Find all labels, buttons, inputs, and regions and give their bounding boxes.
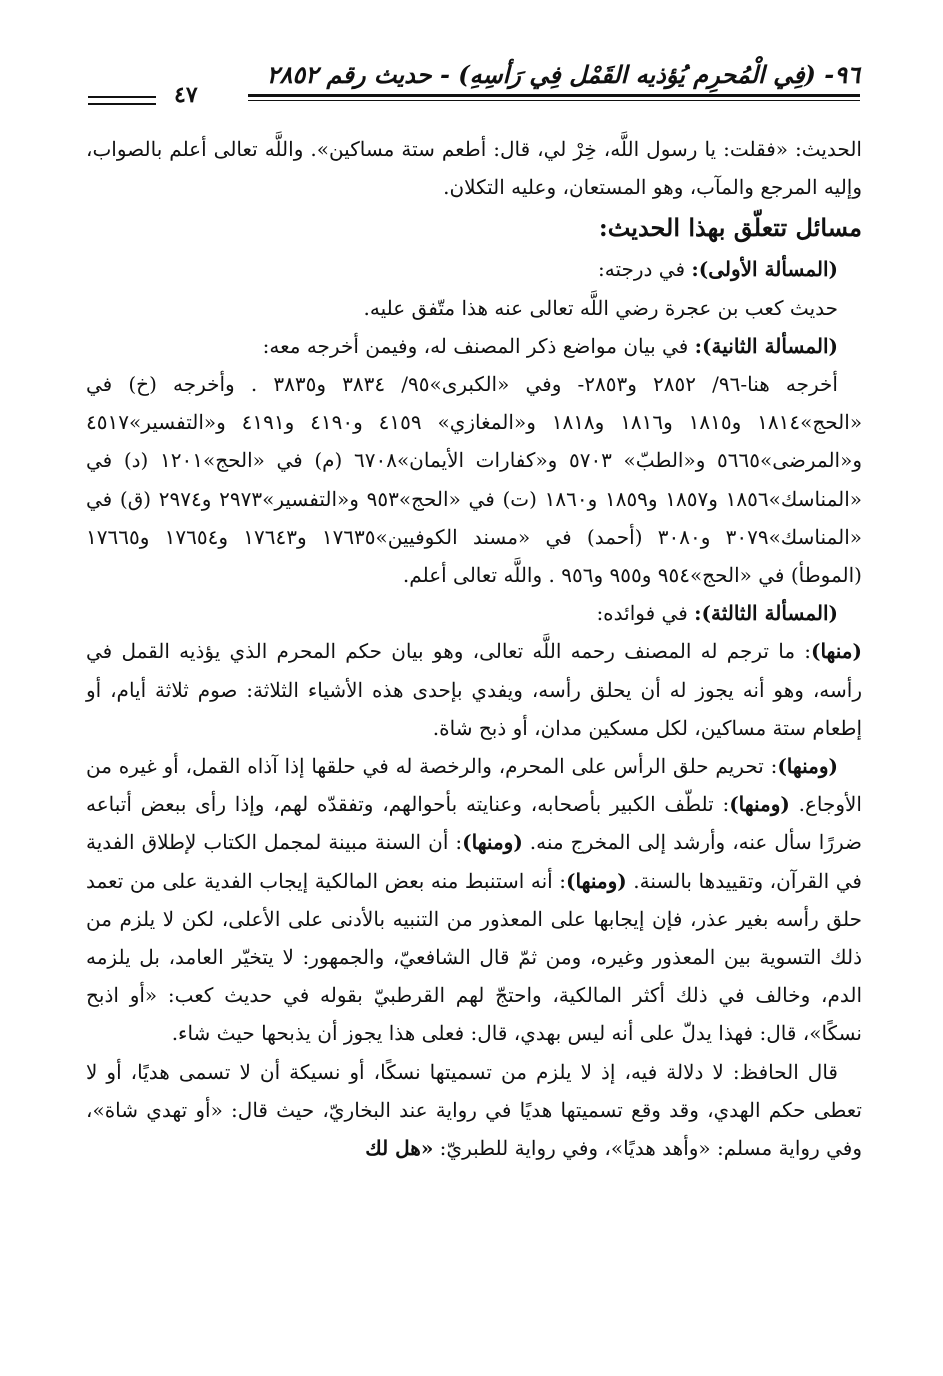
header-title: ٩٦- (فِي الْمُحرِم يُؤذيه القَمْل فِي رَأسِهِ) - حديث رقم ٢٨٥٢ <box>266 60 860 89</box>
header-rule-left <box>88 96 156 105</box>
paragraph: الحديث: «فقلت: يا رسول اللَّه، خِرْ لي، قال: أطعم ستة مساكين». واللَّه تعالى أعلم بالصواب، وإليه المرجع والمآب، وهو المستعان، وعليه التكلان. <box>86 137 862 200</box>
benefit-paragraph <box>86 632 862 747</box>
benefit-text: : أنه استنبط منه بعض المالكية إيجاب الفدية على من تعمد حلق رأسه بغير عذر، فإن إيجابها على المعذور من التنبيه بالأدنى على الأعلى، لكن لا يلزم من ذلك التسوية بين المعذور وغيره، ومن ثمّ قال الشافعيّ، والجمهور: لا يتخيّر العامد، بل يلزمه الدم، وخالف في ذلك أكثر المالكية، واحتجّ لهم القرطبيّ بقوله في حديث كعب: «أو اذبح نسكًا»، قال: فهذا يدلّ على أنه ليس بهدي، قال: فعلى هذا يجوز أن يذبحها حيث شاء. <box>86 868 862 1046</box>
benefit-label: (ومنها) <box>462 830 523 855</box>
header-rule-thin <box>248 100 860 101</box>
benefit-label: (ومنها) <box>777 754 838 779</box>
benefit-text: : ما ترجم له المصنف رحمه اللَّه تعالى، وهو بيان حكم المحرم الذي يؤذيه القمل في رأسه، وهو أنه يجوز له أن يحلق رأسه، ويفدي بإحدى هذه الأشياء الثلاثة: صوم ثلاثة أيام، أو إطعام ستة مساكين، لكل مسكين مدان، أو ذبح شاة. <box>86 639 862 740</box>
issue-two <box>86 327 862 365</box>
section-heading: مسائل تتعلّق بهذا الحديث: <box>598 213 862 243</box>
benefit-label: (ومنها) <box>729 792 790 817</box>
running-header <box>88 60 860 108</box>
header-rule <box>248 94 860 97</box>
paragraph <box>86 1053 862 1168</box>
issue-text: في بيان مواضع ذكر المصنف له، وفيمن أخرجه معه: <box>262 333 695 358</box>
issue-text: في درجته: <box>598 257 692 282</box>
paragraph-quote: «هل لك <box>365 1136 434 1161</box>
issue-text: في فوائده: <box>596 601 695 626</box>
benefit-paragraph <box>86 747 862 1053</box>
issue-label: (المسألة الثانية): <box>694 333 838 358</box>
page-number: ٤٧ <box>174 82 198 108</box>
references-paragraph: أخرجه هنا-٩٦/ ٢٨٥٢ و٢٨٥٣- وفي «الكبرى»٩٥/ ٣٨٣٤ و٣٨٣٥ . وأخرجه (خ) في «الحج»١٨١٤ و١٨١٥ و١٨١٦ و١٨١٨ و«المغازي» ٤١٥٩ و٤١٩٠ و٤١٩١ و«التفسير»٤٥١٧ و«المرضى»٥٦٦٥ و«الطبّ» ٥٧٠٣ و«كفارات الأيمان»٦٧٠٨ (م) في «الحج»١٢٠١ (د) في «المناسك»١٨٥٦ و١٨٥٧ و١٨٥٩ و١٨٦٠ (ت) في «الحج»٩٥٣ و«التفسير»٢٩٧٣ و٢٩٧٤ (ق) في «المناسك»٣٠٧٩ و٣٠٨٠ (أحمد) في «مسند الكوفيين»١٧٦٣٥ و١٧٦٤٣ و١٧٦٥٤ و١٧٦٦٥ (الموطأ) في «الحج»٩٥٤ و٩٥٥ و٩٥٦ . واللَّه تعالى أعلم. <box>86 372 863 588</box>
benefit-label: (ومنها) <box>566 868 627 893</box>
page-body <box>86 130 862 1167</box>
benefit-label: (منها) <box>811 639 862 664</box>
benefit-text: : تلطّف الكبير بأصحابه، وعنايته بأحوالهم، وتفقدّه لهم، وإذا رأى ببعض أتباعه ضررًا سأل عنه، وأرشد إلى المخرج منه. <box>86 792 862 855</box>
issue-one <box>86 250 862 288</box>
paragraph: حديث كعب بن عجرة رضي اللَّه تعالى عنه هذا متّفق عليه. <box>363 295 838 320</box>
paragraph-text: قال الحافظ: لا دلالة فيه، إذ لا يلزم من تسميتها نسكًا، أو نسيكة أن لا تسمى هديًا، أو لا تعطى حكم الهدي، وقد وقع تسميتها هديًا في رواية عند البخاريّ، حيث قال: «أو تهدي شاة»، وفي رواية مسلم: «وأهد هديًا»، وفي رواية للطبريّ: <box>86 1059 862 1161</box>
issue-label: (المسألة الأولى): <box>691 257 838 282</box>
benefit-text: : تحريم حلق الرأس على المحرم، والرخصة له في حلقها إذا آذاه القمل، أو غيره من الأوجاع. <box>86 754 862 817</box>
issue-label: (المسألة الثالثة): <box>694 601 838 626</box>
benefit-text: : أن السنة مبينة لمجمل الكتاب لإطلاق الفدية في القرآن، وتقييدها بالسنة. <box>86 830 862 893</box>
issue-three <box>86 594 862 632</box>
